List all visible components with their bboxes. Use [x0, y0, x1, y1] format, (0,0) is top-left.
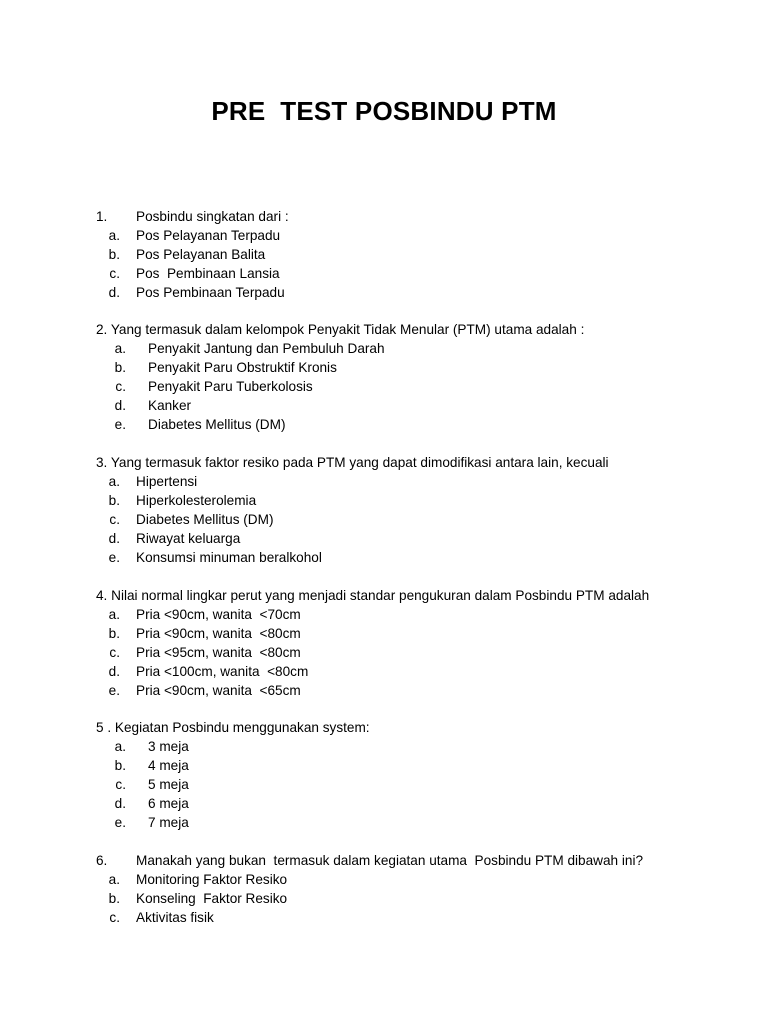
option-b: [96, 358, 756, 377]
option-b: [96, 756, 756, 775]
option-c: [96, 510, 756, 529]
question-3: [96, 453, 756, 567]
option-letter: a.: [114, 341, 126, 356]
option-c: [96, 908, 756, 927]
option-letter: b.: [108, 247, 120, 262]
option-letter: e.: [108, 550, 120, 565]
option-text: Hiperkolesterolemia: [136, 493, 257, 508]
question-number: 1.: [96, 209, 108, 224]
option-text: Pos Pembinaan Terpadu: [136, 285, 285, 300]
option-letter: e.: [114, 417, 126, 432]
option-text: Hipertensi: [136, 474, 198, 489]
option-letter: b.: [114, 758, 126, 773]
option-letter: b.: [114, 360, 126, 375]
option-text: Pos Pelayanan Balita: [136, 247, 266, 262]
option-text: Pria <100cm, wanita <80cm: [136, 664, 309, 679]
option-text: Pos Pembinaan Lansia: [136, 266, 280, 281]
option-a: [96, 339, 756, 358]
option-text: 7 meja: [148, 815, 189, 830]
option-d: [96, 794, 756, 813]
option-letter: b.: [108, 493, 120, 508]
question-number: 6.: [96, 853, 108, 868]
option-e: [96, 813, 756, 832]
option-letter: c.: [115, 777, 126, 792]
option-text: Diabetes Mellitus (DM): [148, 417, 286, 432]
question-2: [96, 320, 756, 434]
option-text: 3 meja: [148, 739, 189, 754]
question-number: 5 .: [96, 720, 112, 735]
question-line: [96, 207, 756, 226]
option-text: Monitoring Faktor Resiko: [136, 872, 288, 887]
question-number: 2.: [96, 322, 108, 337]
question-text: Yang termasuk dalam kelompok Penyakit Tidak Menular (PTM) utama adalah :: [110, 322, 585, 337]
option-letter: a.: [114, 739, 126, 754]
option-letter: d.: [108, 664, 120, 679]
option-letter: c.: [109, 645, 120, 660]
option-e: [96, 681, 756, 700]
option-a: [96, 605, 756, 624]
question-text: Nilai normal lingkar perut yang menjadi standar pengukuran dalam Posbindu PTM adalah: [111, 588, 650, 603]
option-text: Konseling Faktor Resiko: [136, 891, 288, 906]
option-letter: c.: [109, 266, 120, 281]
option-c: [96, 643, 756, 662]
option-text: Riwayat keluarga: [136, 531, 241, 546]
page-title: PRE TEST POSBINDU PTM: [211, 96, 557, 126]
option-d: [96, 396, 756, 415]
question-line: [96, 851, 756, 870]
option-a: [96, 870, 756, 889]
option-text: Pria <90cm, wanita <70cm: [136, 607, 301, 622]
question-line: [96, 718, 756, 737]
option-letter: d.: [108, 285, 120, 300]
option-letter: b.: [108, 626, 120, 641]
option-text: 4 meja: [148, 758, 189, 773]
option-text: Penyakit Paru Obstruktif Kronis: [148, 360, 337, 375]
question-text: Yang termasuk faktor resiko pada PTM yang dapat dimodifikasi antara lain, kecuali: [110, 455, 609, 470]
question-line: [96, 586, 756, 605]
option-e: [96, 415, 756, 434]
option-text: 6 meja: [148, 796, 189, 811]
option-letter: c.: [115, 379, 126, 394]
option-text: Konsumsi minuman beralkohol: [136, 550, 322, 565]
option-letter: a.: [108, 872, 120, 887]
option-letter: e.: [114, 815, 126, 830]
option-d: [96, 662, 756, 681]
option-d: [96, 283, 756, 302]
question-6: [96, 851, 756, 927]
option-letter: c.: [109, 910, 120, 925]
option-text: Aktivitas fisik: [136, 910, 214, 925]
option-letter: b.: [108, 891, 120, 906]
option-text: Diabetes Mellitus (DM): [136, 512, 274, 527]
question-text: Manakah yang bukan termasuk dalam kegiatan utama Posbindu PTM dibawah ini?: [136, 853, 644, 868]
option-letter: a.: [108, 607, 120, 622]
question-4: [96, 586, 756, 700]
option-letter: e.: [108, 683, 120, 698]
option-a: [96, 737, 756, 756]
question-line: [96, 320, 756, 339]
option-c: [96, 775, 756, 794]
option-text: Penyakit Jantung dan Pembuluh Darah: [148, 341, 385, 356]
option-text: Pria <90cm, wanita <80cm: [136, 626, 301, 641]
option-b: [96, 889, 756, 908]
option-c: [96, 377, 756, 396]
question-5: [96, 718, 756, 832]
option-a: [96, 472, 756, 491]
question-number: 4.: [96, 588, 108, 603]
option-letter: a.: [108, 228, 120, 243]
option-e: [96, 548, 756, 567]
question-text: Posbindu singkatan dari :: [136, 209, 289, 224]
question-1: [96, 207, 756, 302]
option-text: 5 meja: [148, 777, 189, 792]
option-letter: d.: [114, 398, 126, 413]
question-text: Kegiatan Posbindu menggunakan system:: [114, 720, 370, 735]
option-text: Pria <90cm, wanita <65cm: [136, 683, 301, 698]
option-letter: a.: [108, 474, 120, 489]
option-letter: d.: [108, 531, 120, 546]
option-b: [96, 624, 756, 643]
option-d: [96, 529, 756, 548]
option-text: Pos Pelayanan Terpadu: [136, 228, 281, 243]
option-a: [96, 226, 756, 245]
option-letter: c.: [109, 512, 120, 527]
option-b: [96, 245, 756, 264]
option-c: [96, 264, 756, 283]
option-letter: d.: [114, 796, 126, 811]
option-text: Kanker: [148, 398, 192, 413]
option-text: Pria <95cm, wanita <80cm: [136, 645, 301, 660]
question-line: [96, 453, 756, 472]
option-text: Penyakit Paru Tuberkolosis: [148, 379, 313, 394]
question-number: 3.: [96, 455, 108, 470]
option-b: [96, 491, 756, 510]
